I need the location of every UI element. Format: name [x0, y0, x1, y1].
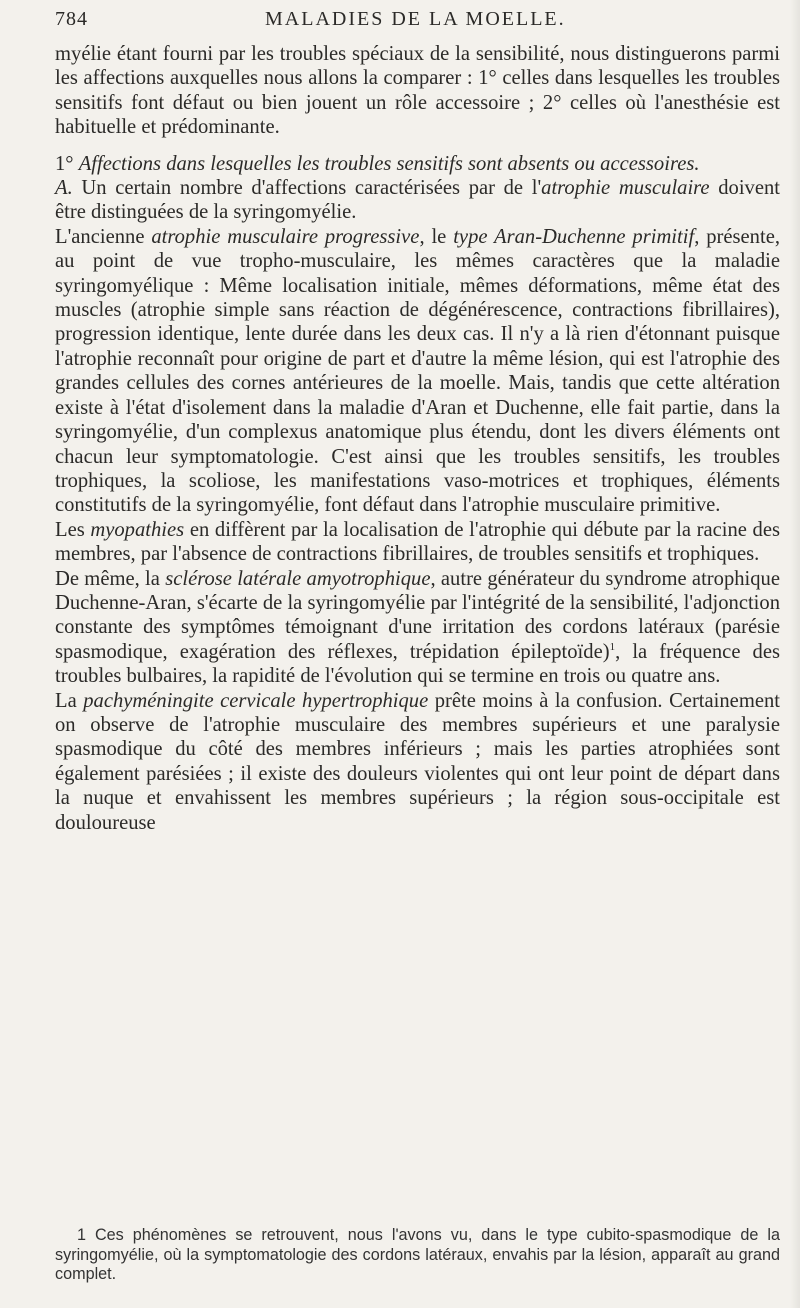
- body-text: [55, 42, 780, 835]
- paragraph-4: L'ancienne atrophie musculaire progressive, le type Aran-Duchenne primitif, présente, au point de vue tropho-musculaire, les mêmes caractères que la maladie syringomyélique : Même localisation initiale, mêmes déformations, même état des muscles (atrophie simple sans réaction de dégénérescence, contractions fibrillaires), progression identique, lente durée dans les deux cas. Il n'y a là rien d'étonnant puisque l'atrophie reconnaît pour origine de part et d'autre la même lésion, qui est l'atrophie des grandes cellules des cornes antérieures de la moelle. Mais, tandis que cette altération existe à l'état d'isolement dans la maladie d'Aran et Duchenne, elle fait partie, dans la syringomyélie, d'un complexus anatomique plus étendu, dont les divers éléments ont chacun leur symptomatologie. C'est ainsi que les troubles sensitifs, les troubles trophiques, la scoliose, les manifestations vaso-motrices et trophiques, éléments constitutifs de la syringomyélie, font défaut dans l'atrophie musculaire primitive.: [55, 225, 780, 517]
- footnote-marker[interactable]: 1: [609, 640, 616, 653]
- running-header: [55, 8, 780, 38]
- page-edge-shadow: [790, 0, 800, 1308]
- paragraph-3: A. Un certain nombre d'affections caractérisées par de l'atrophie musculaire doivent être distinguées de la syringomyélie.: [55, 177, 780, 224]
- paragraph-1: myélie étant fourni par les troubles spéciaux de la sensibilité, nous distinguerons parmi les affections auxquelles nous allons la comparer : 1° celles dans lesquelles les troubles sensitifs font défaut ou bien jouent un rôle accessoire ; 2° celles où l'anesthésie est habituelle et prédominante.: [55, 43, 780, 139]
- paragraph-6: De même, la sclérose latérale amyotrophique, autre générateur du syndrome atrophique Duchenne-Aran, s'écarte de la syringomyélie par l'intégrité de la sensibilité, l'adjonction constante des symptômes témoignant d'une irritation des cordons latéraux (parésie spasmodique, exagération des réflexes, trépidation épileptoïde)$^1$, la fréquence des troubles bulbaires, la rapidité de l'évolution qui se termine en trois ou quatre ans.: [55, 567, 781, 688]
- footnote-text: 1 Ces phénomènes se retrouvent, nous l'avons vu, dans le type cubito-spasmodique de la syringomyélie, où la symptomatologie des cordons latéraux, envahis par la lésion, apparaît au grand complet.: [55, 1226, 780, 1283]
- paragraph-2-heading: 1° Affections dans lesquelles les troubles sensitifs sont absents ou accessoires.: [55, 152, 700, 175]
- running-title: MALADIES DE LA MOELLE.: [265, 8, 566, 30]
- paragraph-7: La pachyméningite cervicale hypertrophique prête moins à la confusion. Certainement on observe de l'atrophie musculaire des membres supérieurs et une paralysie spasmodique du côté des membres inférieurs ; mais les parties atrophiées sont également parésiées ; il existe des douleurs violentes qui ont leur point de départ dans la nuque et envahissent les membres supérieurs ; la région sous-occipitale est douloureuse: [55, 689, 781, 834]
- paragraph-5: Les myopathies en diffèrent par la localisation de l'atrophie qui débute par la racine des membres, par l'absence de contractions fibrillaires, de troubles sensitifs et trophiques.: [55, 518, 780, 566]
- page-number: 784: [55, 8, 88, 30]
- footnote: [55, 1226, 780, 1285]
